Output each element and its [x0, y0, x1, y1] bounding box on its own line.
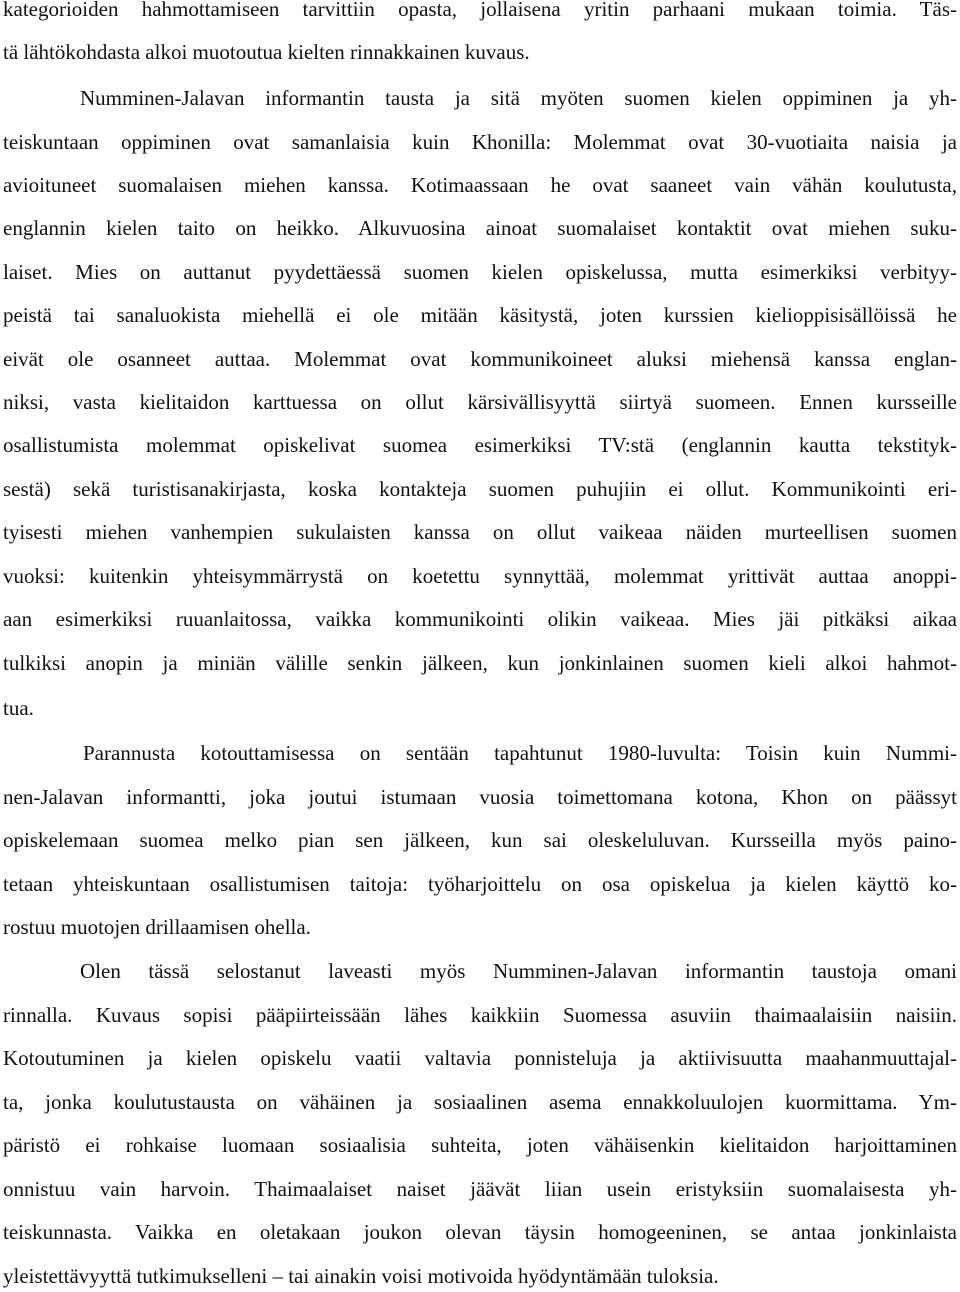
text-line-11: osallistumista molemmat opiskelivat suomea esimerkiksi TV:stä (englannin kautta tekstityk-: [3, 433, 957, 457]
text-line-27: päristö ei rohkaise luomaan sosiaalisia suhteita, joten vähäisenkin kielitaidon harjoittaminen: [3, 1133, 957, 1157]
text-line-13: tyisesti miehen vanhempien sukulaisten kanssa on ollut vaikeaa näiden murteellisen suomen: [3, 520, 957, 544]
text-line-8: peistä tai sanaluokista miehellä ei ole mitään käsitystä, joten kurssien kielioppisisällöissä he: [3, 303, 957, 327]
text-line-9: eivät ole osanneet auttaa. Molemmat ovat kommunikoineet aluksi miehensä kanssa englan-: [3, 347, 957, 371]
text-line-6: englannin kielen taito on heikko. Alkuvuosina ainoat suomalaiset kontaktit ovat miehen suku-: [3, 216, 957, 240]
text-line-26: ta, jonka koulutustausta on vähäinen ja sosiaalinen asema ennakkoluulojen kuormittama. Ym-: [3, 1090, 957, 1114]
text-line-24: rinnalla. Kuvaus sopisi pääpiirteissään lähes kaikkiin Suomessa asuviin thaimaalaisiin naisiin.: [3, 1003, 957, 1027]
text-line-7: laiset. Mies on auttanut pyydettäessä suomen kielen opiskelussa, mutta esimerkiksi verbityy-: [3, 260, 957, 284]
text-line-22: rostuu muotojen drillaamisen ohella.: [3, 915, 311, 939]
text-line-12: sestä) sekä turistisanakirjasta, koska kontakteja suomen puhujiin ei ollut. Kommunikointi eri-: [3, 477, 957, 501]
text-line-23: Olen tässä selostanut laveasti myös Numminen-Jalavan informantin taustoja omani: [80, 959, 957, 983]
text-line-29: teiskunnasta. Vaikka en oletakaan joukon olevan täysin homogeeninen, se antaa jonkinlaista: [3, 1220, 957, 1244]
text-line-25: Kotoutuminen ja kielen opiskelu vaatii valtavia ponnisteluja ja aktiivisuutta maahanmuuttajal-: [3, 1046, 957, 1070]
text-line-10: niksi, vasta kielitaidon karttuessa on ollut kärsivällisyyttä siirtyä suomeen. Ennen kursseille: [3, 390, 957, 414]
text-line-20: opiskelemaan suomea melko pian sen jälkeen, kun sai oleskeluluvan. Kursseilla myös paino-: [3, 828, 957, 852]
text-line-17: tua.: [3, 696, 34, 720]
text-line-4: teiskuntaan oppiminen ovat samanlaisia kuin Khonilla: Molemmat ovat 30-vuotiaita naisia ja: [3, 130, 957, 154]
text-line-2: tä lähtökohdasta alkoi muotoutua kielten rinnakkainen kuvaus.: [3, 40, 530, 64]
text-line-21: tetaan yhteiskuntaan osallistumisen taitoja: työharjoittelu on osa opiskelua ja kielen käyttö ko-: [3, 872, 957, 896]
text-line-16: tulkiksi anopin ja miniän välille senkin jälkeen, kun jonkinlainen suomen kieli alkoi hahmot-: [3, 651, 957, 675]
text-line-19: nen-Jalavan informantti, joka joutui istumaan vuosia toimettomana kotona, Khon on päässyt: [3, 785, 957, 809]
text-line-18: Parannusta kotouttamisessa on sentään tapahtunut 1980-luvulta: Toisin kuin Nummi-: [83, 741, 957, 765]
text-line-1: kategorioiden hahmottamiseen tarvittiin opasta, jollaisena yritin parhaani mukaan toimia. Täs-: [3, 0, 957, 21]
text-line-28: onnistuu vain harvoin. Thaimaalaiset naiset jäävät liian usein eristyksiin suomalaisesta yh-: [3, 1177, 957, 1201]
text-line-3: Numminen-Jalavan informantin tausta ja sitä myöten suomen kielen oppiminen ja yh-: [80, 86, 957, 110]
text-line-5: avioituneet suomalaisen miehen kanssa. Kotimaassaan he ovat saaneet vain vähän koulutusta,: [3, 173, 957, 197]
text-line-14: vuoksi: kuitenkin yhteisymmärrystä on koetettu synnyttää, molemmat yrittivät auttaa anoppi-: [3, 564, 957, 588]
text-line-30: yleistettävyyttä tutkimukselleni – tai ainakin voisi motivoida hyödyntämään tuloksia.: [3, 1264, 719, 1288]
text-line-15: aan esimerkiksi ruuanlaitossa, vaikka kommunikointi olikin vaikeaa. Mies jäi pitkäksi aikaa: [3, 607, 957, 631]
